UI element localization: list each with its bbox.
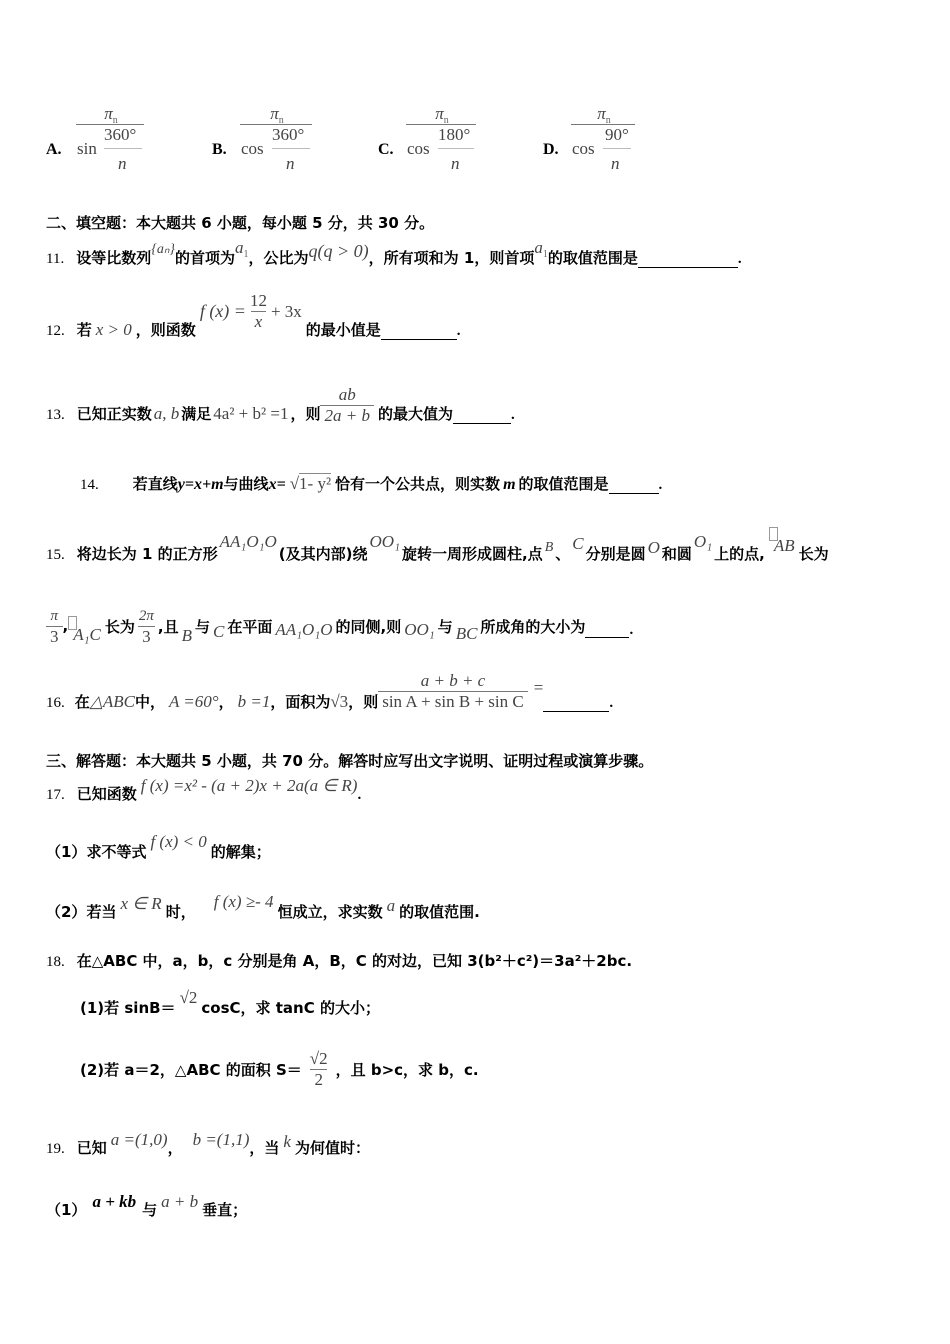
- answer-blank[interactable]: [381, 325, 457, 340]
- math-function: f (x) =x² - (a + 2)x + 2a(a ∈ R): [140, 776, 358, 795]
- question-number: 11.: [46, 251, 65, 267]
- question-15-cont: $\frac{\pi}{3}$ , A₁C 长为 $\frac{2\pi}{3}$ ,且 B 与 C 在平面 AA₁O₁O 的同侧,则 OO₁ 与 BC 所成角的大小为 .: [46, 602, 633, 650]
- answer-blank[interactable]: [638, 253, 738, 268]
- question-17: 17. 已知函数 f (x) =x² - (a + 2)x + 2a(a ∈ R) .: [46, 776, 362, 803]
- question-17-part-2: （2） 若当 x ∈ R 时， f (x) ≥- 4 恒成立，求实数 a 的取值范围.: [46, 892, 480, 921]
- question-11: 11. 设等比数列 {aₙ} 的首项为 $a_1$ ，公比为 q(q > 0) ，所有项和为 1，则首项 $a_1$ 的取值范围是 .: [46, 238, 742, 267]
- question-16: 16. 在 △ABC 中， A =60° ， b =1 ，面积为 √3 ，则 $\frac{a + b + c}{\text{sin A + sin B + sin C}}$ = .: [46, 671, 614, 711]
- question-19: 19. 已知 a =(1,0) ， b =(1,1) ，当 k 为何值时：: [46, 1130, 370, 1157]
- question-18: 18. 在△ABC 中，a，b，c 分别是角 A，B，C 的对边，已知 3(b²＋c²)＝3a²＋2bc.: [46, 952, 633, 970]
- answer-blank[interactable]: [609, 479, 659, 494]
- question-14: 14. 若直线 y=x+m 与曲线 x= √1- y² 恰有一个公共点，则实数 m 的取值范围是 .: [80, 474, 663, 493]
- arc-ab: AB: [769, 527, 795, 556]
- section-title-fill-in: 二、填空题：本大题共 6 小题，每小题 5 分，共 30 分。: [46, 214, 435, 232]
- section-title-solutions: 三、解答题：本大题共 5 小题，共 70 分。解答时应写出文字说明、证明过程或演算步骤。: [46, 752, 654, 770]
- arc-a1c: A₁C: [68, 616, 101, 645]
- answer-blank[interactable]: [585, 623, 629, 638]
- math-fraction: $\frac{a + b + c}{\text{sin A + sin B + sin C}}$: [378, 671, 528, 712]
- math-fraction: $\frac{ab}{2a + b}$: [320, 385, 373, 426]
- question-12: 12. 若 x > 0 ，则函数 f (x) = $\frac{12}{x}$ + 3x 的最小值是 .: [46, 291, 461, 339]
- option-numerator: $\pi_n$: [104, 104, 118, 126]
- math-a1: $a_1$: [235, 238, 249, 260]
- option-denominator: n: [118, 154, 127, 173]
- question-18-part-2: (2)若 a＝2，△ABC 的面积 S＝ $\frac{√2}{2}$ ，且 b>c，求 b，c.: [80, 1048, 479, 1089]
- answer-blank[interactable]: [453, 409, 511, 424]
- question-13: 13. 已知正实数 a, b 满足 4a² + b² =1 ，则 $\frac{ab}{2a + b}$ 的最大值为 .: [46, 385, 515, 425]
- math-function: f (x) = $\frac{12}{x}$ + 3x: [199, 291, 302, 331]
- option-func: sin: [77, 139, 97, 158]
- math-q: q(q > 0): [308, 241, 369, 261]
- question-17-part-1: （1） 求不等式 f (x) < 0 的解集；: [46, 832, 271, 861]
- math-seq: {aₙ}: [151, 242, 175, 257]
- question-15: 15. 将边长为 1 的正方形 AA₁O₁O (及其内部)绕 OO₁ 旋转一周形成圆柱,点 B 、 C 分别是圆 O 和圆 O₁ 上的点, AB 长为: [46, 532, 829, 564]
- option-angle: 360°: [104, 125, 137, 144]
- math-sqrt: √1- y²: [289, 474, 332, 493]
- answer-blank[interactable]: [543, 697, 609, 712]
- question-19-part-1: （1） a + kb 与 a + b 垂直；: [46, 1192, 248, 1219]
- option-label: A.: [46, 141, 62, 158]
- question-18-part-1: (1)若 sinB＝ √2 cosC，求 tanC 的大小；: [80, 988, 380, 1017]
